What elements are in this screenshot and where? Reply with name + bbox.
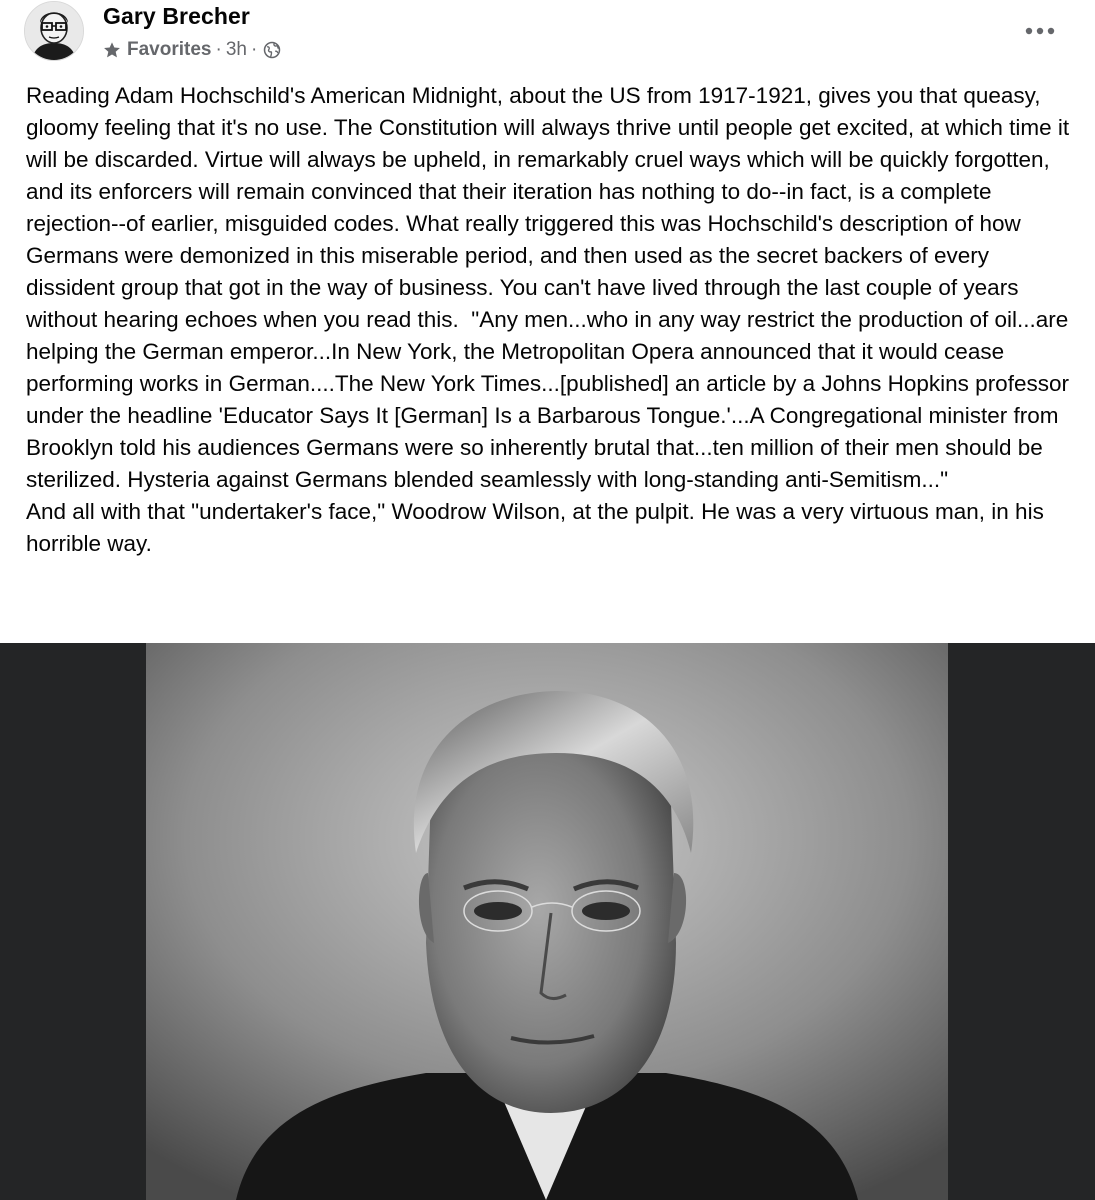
- author-avatar[interactable]: [24, 1, 84, 61]
- post-body-text: Reading Adam Hochschild's American Midnight, about the US from 1917-1921, gives you that queasy, gloomy feeling that it's no use. The Constitution will always thrive until people get excited, at which time it will be discarded. Virtue will always be upheld, in remarkably cruel ways which will be quickly forgotten, and its enforcers will remain convinced that their iteration has nothing to do--in fact, is a complete rejection--of earlier, misguided codes. What really triggered this was Hochschild's description of how Germans were demonized in this miserable period, and then used as the secret backers of every dissident group that got in the way of business. You can't have lived through the last couple of years without hearing echoes when you read this. "Any men...who in any way restrict the production of oil...are helping the German emperor...In New York, the Metropolitan Opera announced that it would cease performing works in German....The New York Times...[published] an article by a Johns Hopkins professor under the headline 'Educator Says It [German] Is a Barbarous Tongue.'...A Congregational minister from Brooklyn told his audiences Germans were so inherently brutal that...ten million of their men should be sterilized. Hysteria against Germans blended seamlessly with long-standing anti-Semitism..." And all with that "undertaker's face," Woodrow Wilson, at the pulpit. He was a very virtuous man, in his horrible way.: [26, 83, 1070, 556]
- globe-icon[interactable]: [263, 41, 281, 59]
- favorites-label[interactable]: Favorites: [127, 39, 212, 60]
- post-meta: [103, 38, 281, 62]
- post-header: [0, 0, 1095, 78]
- author-name[interactable]: Gary Brecher: [103, 3, 250, 29]
- more-horizontal-icon: [1025, 27, 1055, 35]
- cartoon-avatar-icon: [25, 2, 83, 60]
- star-icon: [103, 41, 121, 59]
- post-photo[interactable]: [0, 643, 1095, 1200]
- meta-separator: ·: [215, 39, 222, 60]
- portrait-photo: [146, 643, 948, 1200]
- meta-separator: ·: [250, 39, 258, 60]
- more-options-button[interactable]: [1014, 12, 1066, 50]
- post-timestamp[interactable]: 3h: [225, 39, 247, 60]
